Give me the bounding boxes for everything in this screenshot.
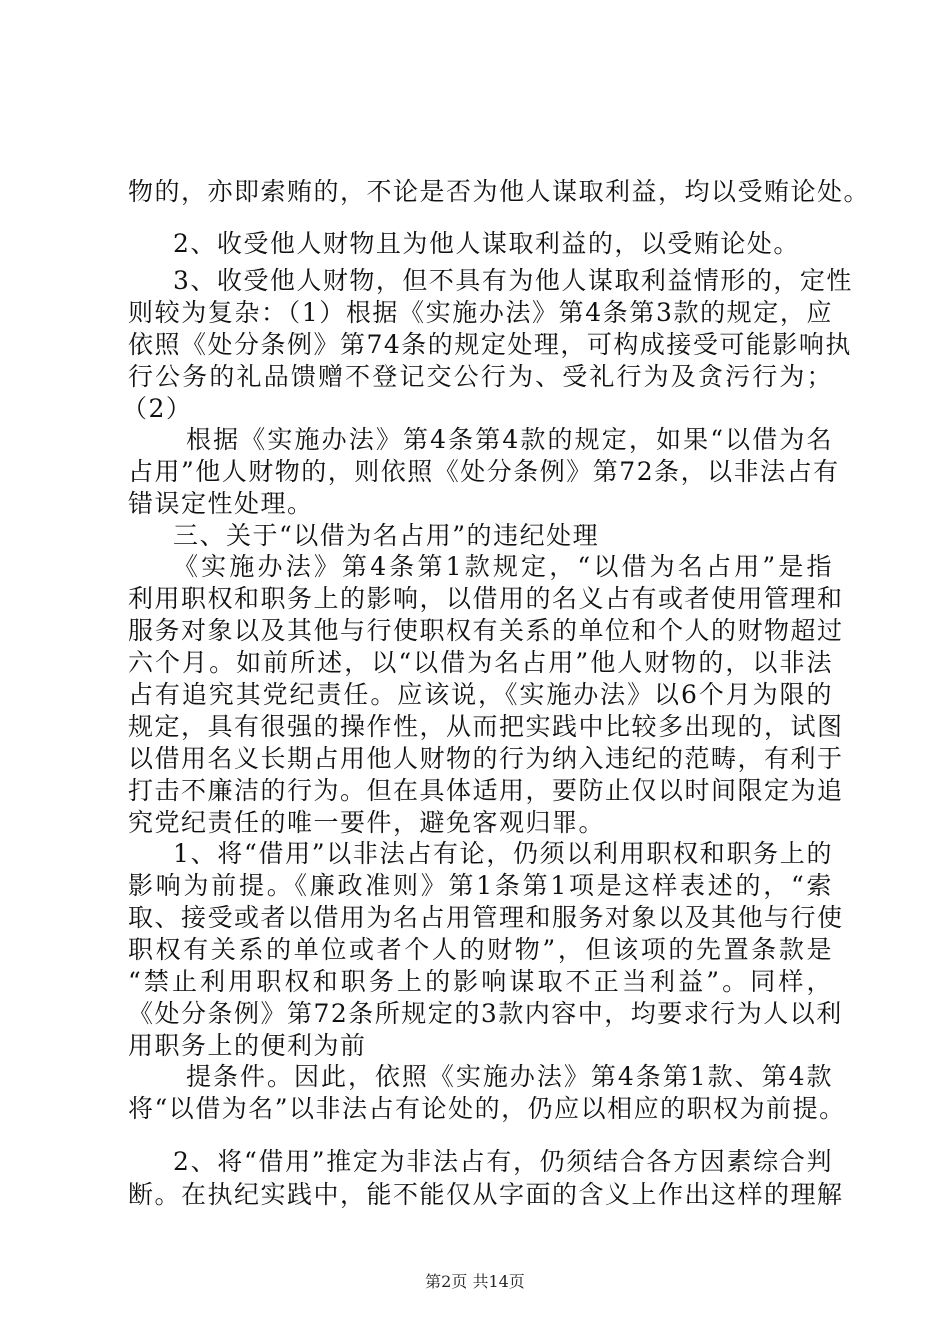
text-line: 《实施办法》第4条第1款规定，“以借为名占用”是指 <box>173 552 833 581</box>
text-line: 利用职权和职务上的影响，以借用的名义占有或者使用管理和 <box>128 584 844 613</box>
text-line: 行公务的礼品馈赠不登记交公行为、受礼行为及贪污行为； <box>128 362 833 391</box>
text-line: 打击不廉洁的行为。但在具体适用，要防止仅以时间限定为追 <box>128 776 844 805</box>
text-line: 究党纪责任的唯一要件，避免客观归罪。 <box>128 808 606 837</box>
text-line: 《处分条例》第72条所规定的3款内容中，均要求行为人以利 <box>128 999 843 1028</box>
text-line: 根据《实施办法》第4条第4款的规定，如果“以借为名 <box>186 425 833 454</box>
text-line: 1、将“借用”以非法占有论，仍须以利用职权和职务上的 <box>173 839 833 868</box>
text-line: 则较为复杂：（1）根据《实施办法》第4条第3款的规定，应 <box>128 298 833 327</box>
text-line: 影响为前提。《廉政准则》第1条第1项是这样表述的，“索 <box>128 871 833 900</box>
text-line: 占用”他人财物的，则依照《处分条例》第72条，以非法占有 <box>128 457 840 486</box>
text-line: 断。在执纪实践中，能不能仅从字面的含义上作出这样的理解 <box>128 1180 844 1209</box>
text-line: 2、将“借用”推定为非法占有，仍须结合各方因素综合判 <box>173 1147 833 1176</box>
text-line: 规定，具有很强的操作性，从而把实践中比较多出现的，试图 <box>128 712 844 741</box>
text-line: 3、收受他人财物，但不具有为他人谋取利益情形的，定性 <box>173 266 853 295</box>
text-line: 占有追究其党纪责任。应该说，《实施办法》以6个月为限的 <box>128 680 833 709</box>
text-line: 提条件。因此，依照《实施办法》第4条第1款、第4款 <box>186 1062 833 1091</box>
text-line: 2、收受他人财物且为他人谋取利益的，以受贿论处。 <box>173 229 800 258</box>
text-line: 取、接受或者以借用为名占用管理和服务对象以及其他与行使 <box>128 903 844 932</box>
text-line: 职权有关系的单位或者个人的财物”，但该项的先置条款是 <box>128 935 833 964</box>
text-line: “禁止利用职权和职务上的影响谋取不正当利益”。同样， <box>128 967 833 996</box>
text-line: （2） <box>122 394 193 423</box>
text-line: 六个月。如前所述，以“以借为名占用”他人财物的，以非法 <box>128 648 833 677</box>
text-line: 错误定性处理。 <box>128 489 314 518</box>
text-line: 将“以借为名”以非法占有论处的，仍应以相应的职权为前提。 <box>128 1094 846 1123</box>
text-line: 以借用名义长期占用他人财物的行为纳入违纪的范畴，有利于 <box>128 744 844 773</box>
section-heading: 三、关于“以借为名占用”的违纪处理 <box>173 521 600 550</box>
text-line: 物的，亦即索贿的，不论是否为他人谋取利益，均以受贿论处。 <box>128 177 871 206</box>
text-line: 依照《处分条例》第74条的规定处理，可构成接受可能影响执 <box>128 330 852 359</box>
text-line: 用职务上的便利为前 <box>128 1031 367 1060</box>
page-footer: 第2页 共14页 <box>425 1272 525 1291</box>
text-line: 服务对象以及其他与行使职权有关系的单位和个人的财物超过 <box>128 616 844 645</box>
